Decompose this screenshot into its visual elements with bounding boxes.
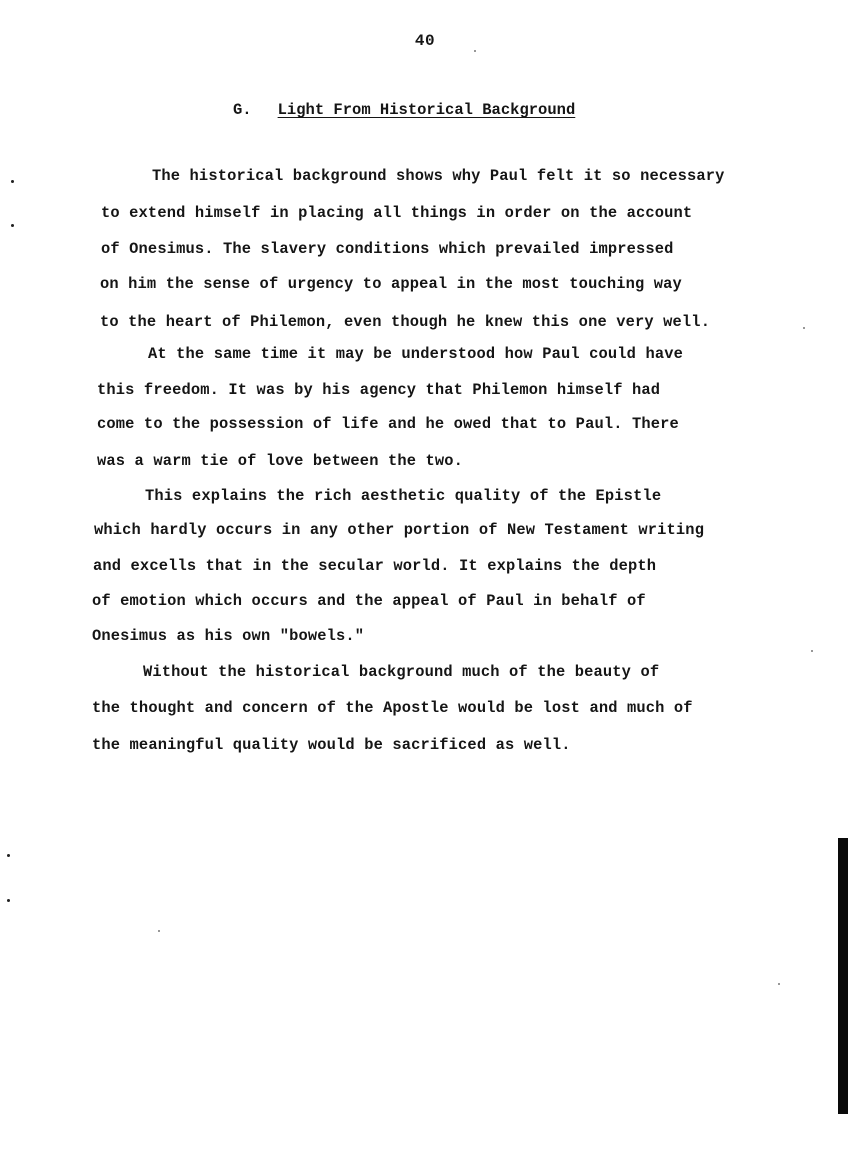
text-line: which hardly occurs in any other portion of New Testament writing — [94, 521, 705, 539]
section-heading — [233, 101, 575, 119]
text-line: this freedom. It was by his agency that Philemon himself had — [97, 381, 661, 399]
scan-edge-bar — [838, 838, 848, 1114]
text-line: the meaningful quality would be sacrificed as well. — [92, 736, 571, 754]
text-line: was a warm tie of love between the two. — [97, 452, 464, 470]
text-line: the thought and concern of the Apostle would be lost and much of — [92, 699, 693, 717]
text-line: on him the sense of urgency to appeal in the most touching way — [100, 275, 682, 293]
text-line: Onesimus as his own "bowels." — [92, 627, 365, 645]
section-letter: G. — [233, 101, 252, 119]
scan-speck — [803, 327, 805, 329]
text-line: The historical background shows why Paul felt it so necessary — [152, 167, 725, 185]
text-line: come to the possession of life and he owed that to Paul. There — [97, 415, 679, 433]
text-line: to extend himself in placing all things in order on the account — [101, 204, 693, 222]
scan-speck — [778, 983, 780, 985]
text-line: of Onesimus. The slavery conditions which prevailed impressed — [101, 240, 674, 258]
section-title: Light From Historical Background — [277, 101, 576, 119]
text-line: to the heart of Philemon, even though he knew this one very well. — [100, 313, 711, 331]
scan-speck — [7, 899, 10, 902]
page-number: 40 — [414, 32, 436, 50]
text-line: and excells that in the secular world. It explains the depth — [93, 557, 657, 575]
scan-speck — [11, 224, 14, 227]
text-line: Without the historical background much of the beauty of — [143, 663, 660, 681]
scan-speck — [11, 180, 14, 183]
scan-speck — [158, 930, 160, 932]
text-line: At the same time it may be understood how Paul could have — [148, 345, 683, 363]
scan-speck — [474, 50, 476, 52]
scan-speck — [811, 650, 813, 652]
text-line: This explains the rich aesthetic quality of the Epistle — [145, 487, 662, 505]
text-line: of emotion which occurs and the appeal of Paul in behalf of — [92, 592, 646, 610]
scan-speck — [7, 854, 10, 857]
